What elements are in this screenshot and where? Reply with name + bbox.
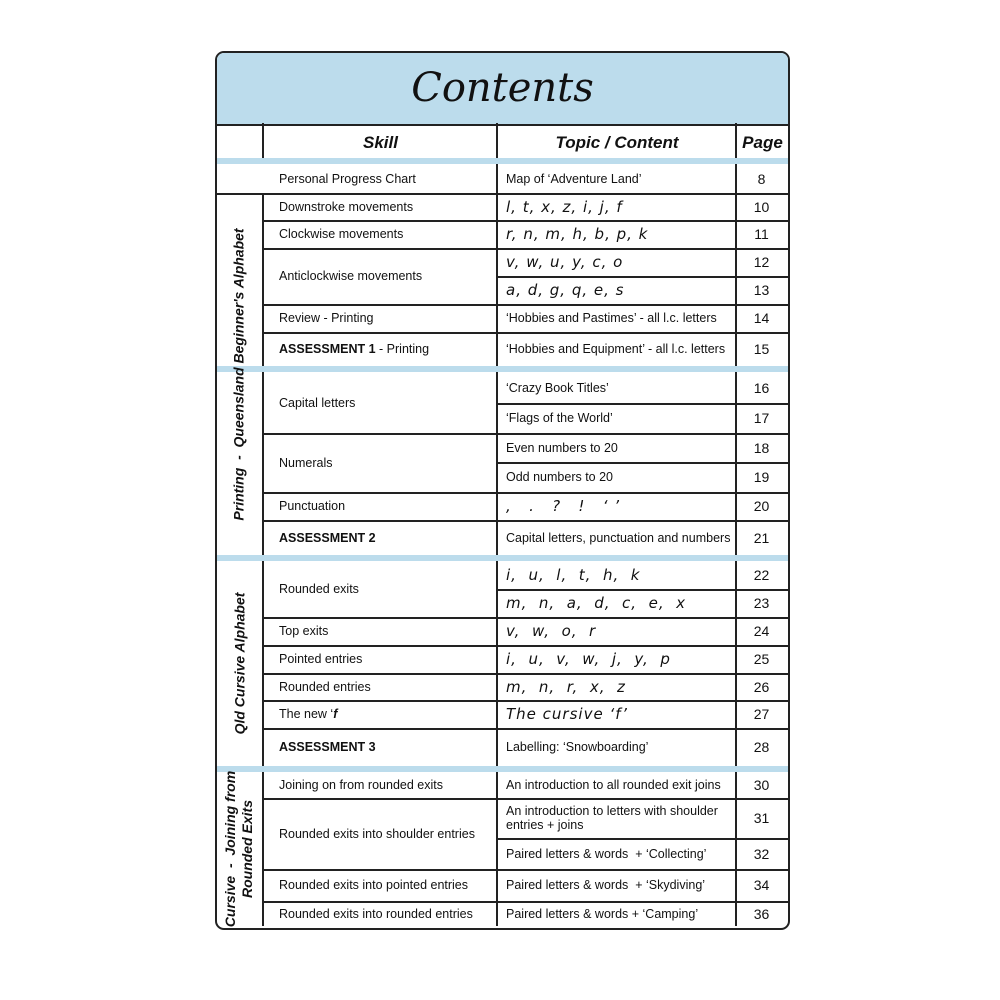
topic-cell: ‘Hobbies and Pastimes’ - all l.c. letters xyxy=(506,311,717,325)
page-number: 26 xyxy=(753,678,770,695)
skill-text: Rounded exits into shoulder entries xyxy=(279,826,475,841)
page-number: 19 xyxy=(753,469,770,485)
skill-cell xyxy=(262,869,496,901)
skill-cell xyxy=(262,492,496,520)
skill-cell xyxy=(262,673,496,700)
skill-bold: ASSESSMENT 2 xyxy=(279,530,376,545)
skill-cell xyxy=(262,248,496,304)
skill-text: Clockwise movements xyxy=(279,227,404,241)
page-number: 11 xyxy=(754,226,769,242)
topic-cell: The cursive ‘f’ xyxy=(506,705,628,723)
skill-text: Rounded exits into pointed entries xyxy=(279,878,469,892)
skill-text: - Printing xyxy=(375,342,430,356)
topic-cell: Map of ‘Adventure Land’ xyxy=(506,171,642,186)
skill-text: The new ‘ xyxy=(279,707,334,721)
topic-cell: v, w, u, y, c, o xyxy=(506,253,624,271)
page-number: 16 xyxy=(753,379,770,396)
skill-cell xyxy=(262,220,496,248)
column-divider xyxy=(262,123,264,158)
section-label xyxy=(217,193,262,555)
topic-cell: Even numbers to 20 xyxy=(506,440,618,455)
header-topic: Topic / Content xyxy=(555,133,679,152)
page-number: 32 xyxy=(753,845,770,862)
topic-cell: ‘Hobbies and Equipment’ - all l.c. letters xyxy=(506,342,726,356)
page-number: 30 xyxy=(753,777,770,793)
skill-cell xyxy=(262,728,496,766)
page-number: 31 xyxy=(753,810,770,826)
section-label-text: Printing - Queensland Beginner's Alphabet xyxy=(231,227,247,521)
skill-cell xyxy=(262,433,496,492)
skill-cell xyxy=(262,901,496,926)
skill-text: Anticlockwise movements xyxy=(279,269,423,283)
section-label-text: Cursive - Joining from Rounded Exits xyxy=(222,770,256,928)
skill-text: Personal Progress Chart xyxy=(279,171,416,186)
topic-cell: An introduction to all rounded exit joins xyxy=(506,778,721,792)
skill-cell xyxy=(262,645,496,673)
page-number: 25 xyxy=(753,651,770,667)
skill-cell xyxy=(262,700,496,728)
page-number: 21 xyxy=(753,529,770,546)
topic-cell: ‘Crazy Book Titles’ xyxy=(506,380,609,395)
page-number: 14 xyxy=(753,310,770,326)
skill-bold-suffix: f xyxy=(333,707,338,721)
topic-cell: Paired letters & words + ‘Skydiving’ xyxy=(506,878,706,892)
topic-cell: An introduction to letters with shoulder entries + joins xyxy=(506,804,722,832)
page-number: 10 xyxy=(753,198,770,215)
topic-cell: Labelling: ‘Snowboarding’ xyxy=(506,740,649,754)
header-skill: Skill xyxy=(363,133,398,152)
page-number: 12 xyxy=(753,254,770,270)
title-bar xyxy=(217,53,788,126)
page-number: 24 xyxy=(753,623,770,639)
topic-cell: i, u, v, w, j, y, p xyxy=(506,650,671,668)
topic-cell: v, w, o, r xyxy=(506,622,597,640)
topic-cell: i, u, l, t, h, k xyxy=(506,566,641,584)
page-number: 22 xyxy=(753,567,770,583)
page-number: 15 xyxy=(753,341,770,357)
skill-text: Pointed entries xyxy=(279,652,363,666)
skill-text: Joining on from rounded exits xyxy=(279,778,443,792)
page-number: 13 xyxy=(753,282,770,298)
page-number: 34 xyxy=(753,877,770,893)
skill-text: Rounded exits into rounded entries xyxy=(279,906,473,921)
skill-text: Rounded entries xyxy=(279,679,371,694)
skill-cell xyxy=(262,772,496,798)
topic-cell: r, n, m, h, b, p, k xyxy=(506,225,649,243)
topic-cell: Capital letters, punctuation and numbers xyxy=(506,530,731,545)
skill-cell xyxy=(262,304,496,332)
page-number: 20 xyxy=(753,498,770,514)
topic-cell: a, d, g, q, e, s xyxy=(506,281,625,299)
topic-cell: m, n, r, x, z xyxy=(506,677,626,696)
skill-text: Rounded exits xyxy=(279,582,359,596)
skill-text: Numerals xyxy=(279,455,333,470)
skill-bold: ASSESSMENT 1 xyxy=(279,342,376,356)
skill-bold: ASSESSMENT 3 xyxy=(279,740,376,754)
page-number: 17 xyxy=(753,410,770,426)
page-number: 18 xyxy=(753,439,770,456)
header-page: Page xyxy=(742,133,783,152)
section-label xyxy=(217,772,262,926)
skill-text: Downstroke movements xyxy=(279,199,414,214)
topic-cell: Paired letters & words + ‘Collecting’ xyxy=(506,846,707,861)
section-label xyxy=(217,561,262,766)
skill-cell xyxy=(262,193,496,220)
contents-table xyxy=(215,51,790,930)
page-number: 8 xyxy=(757,170,766,187)
skill-cell xyxy=(262,561,496,617)
topic-cell: Paired letters & words + ‘Camping’ xyxy=(506,906,699,921)
skill-text: Punctuation xyxy=(279,499,346,513)
skill-cell xyxy=(262,798,496,869)
topic-cell: l, t, x, z, i, j, f xyxy=(506,197,623,216)
page-number: 27 xyxy=(753,706,770,722)
page-number: 36 xyxy=(753,905,770,922)
skill-cell xyxy=(262,372,496,433)
skill-text: Top exits xyxy=(279,624,329,638)
skill-cell xyxy=(262,617,496,645)
skill-text: Review - Printing xyxy=(279,311,374,325)
topic-cell: , . ? ! ‘ ’ xyxy=(506,497,621,515)
skill-cell xyxy=(262,164,496,193)
page-title: Contents xyxy=(411,65,594,111)
topic-cell: ‘Flags of the World’ xyxy=(506,411,613,425)
topic-cell: Odd numbers to 20 xyxy=(506,470,614,484)
skill-cell xyxy=(262,520,496,555)
topic-cell: m, n, a, d, c, e, x xyxy=(506,594,687,612)
skill-cell xyxy=(262,332,496,366)
skill-text: Capital letters xyxy=(279,395,356,410)
page-number: 28 xyxy=(753,739,770,755)
page-number: 23 xyxy=(753,595,770,611)
section-label-text: Qld Cursive Alphabet xyxy=(231,592,247,735)
